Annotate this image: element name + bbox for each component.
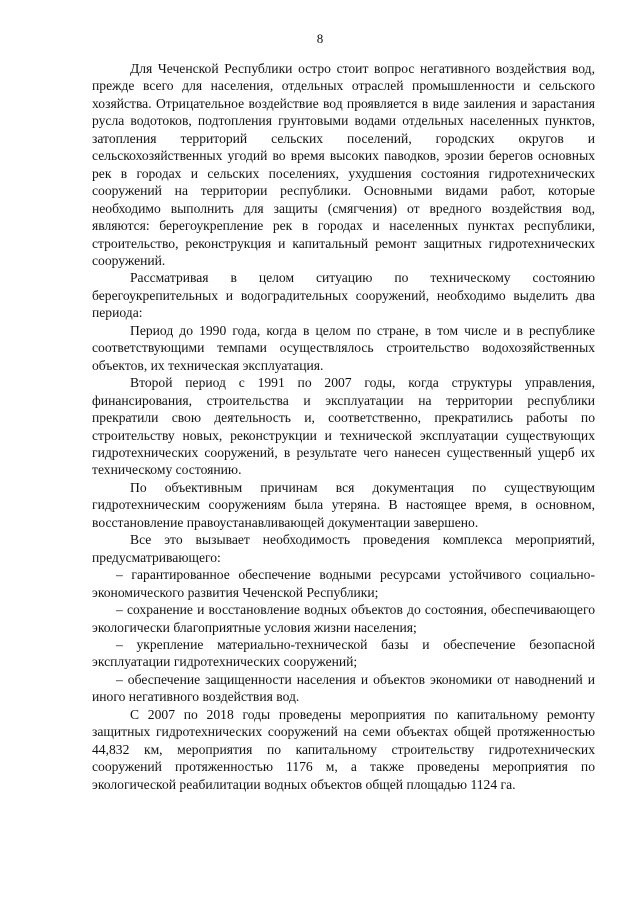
list-item-water-resources: – гарантированное обеспечение водными ресурсами устойчивого социально-экономического развития Чеченской Республики;	[92, 567, 595, 600]
paragraph-completed-works: С 2007 по 2018 годы проведены мероприятия по капитальному ремонту защитных гидротехнических сооружений на семи объектах общей протяженностью 44,832 км, мероприятия по капитальному строительству гидротехнических сооружений протяженностью 1176 м, а также проведены мероприятия по экологической реабилитации водных объектов общей площадью 1124 га.	[92, 706, 595, 792]
paragraph-negative-impact: Для Чеченской Республики остро стоит вопрос негативного воздействия вод, прежде всего для населения, отдельных отраслей промышленности и сельского хозяйства. Отрицательное воздействие вод проявляется в виде заиления и зарастания русла водотоков, подтопления грунтовыми водами отдельных населенных пунктов, затопления территорий сельских поселений, городских округов и сельскохозяйственных угодий во время высоких паводков, эрозии берегов основных рек в городах и сельских поселениях, ухудшения состояния гидротехнических сооружений на территории республики. Основными видами работ, которые необходимо выполнить для защиты (смягчения) от вредного воздействия вод, являются: берегоукрепление рек в городах и населенных пунктах республики, строительство, реконструкция и капитальный ремонт защитных гидротехнических сооружений.	[92, 61, 595, 268]
list-item-water-objects: – сохранение и восстановление водных объектов до состояния, обеспечивающего экологически благоприятные условия жизни населения;	[92, 602, 595, 635]
paragraph-measures-intro: Все это вызывает необходимость проведения комплекса мероприятий, предусматривающего:	[92, 532, 595, 565]
document-body	[92, 60, 595, 793]
paragraph-first-period: Период до 1990 года, когда в целом по стране, в том числе и в республике соответствующими темпами осуществлялось строительство водохозяйственных объектов, их техническая эксплуатация.	[92, 322, 595, 373]
page-number: 8	[316, 31, 324, 46]
paragraph-second-period: Второй период с 1991 по 2007 годы, когда структуры управления, финансирования, строительства и эксплуатации на территории республики прекратили свою деятельность и, соответственно, прекратились работы по строительству новых, реконструкции и технической эксплуатации существующих гидротехнических сооружений, в результате чего нанесен существенный ущерб их техническому состоянию.	[92, 375, 595, 478]
paragraph-documentation: По объективным причинам вся документация по существующим гидротехническим сооружениям была утеряна. В настоящее время, в основном, восстановление правоустанавливающей документации завершено.	[92, 479, 595, 530]
list-item-technical-base: – укрепление материально-технической базы и обеспечение безопасной эксплуатации гидротехнических сооружений;	[92, 636, 595, 670]
paragraph-periods-intro: Рассматривая в целом ситуацию по техническому состоянию берегоукрепительных и водоградительных сооружений, необходимо выделить два периода:	[92, 270, 595, 321]
list-item-flood-protection: – обеспечение защищенности населения и объектов экономики от наводнений и иного негативного воздействия вод.	[92, 671, 595, 705]
